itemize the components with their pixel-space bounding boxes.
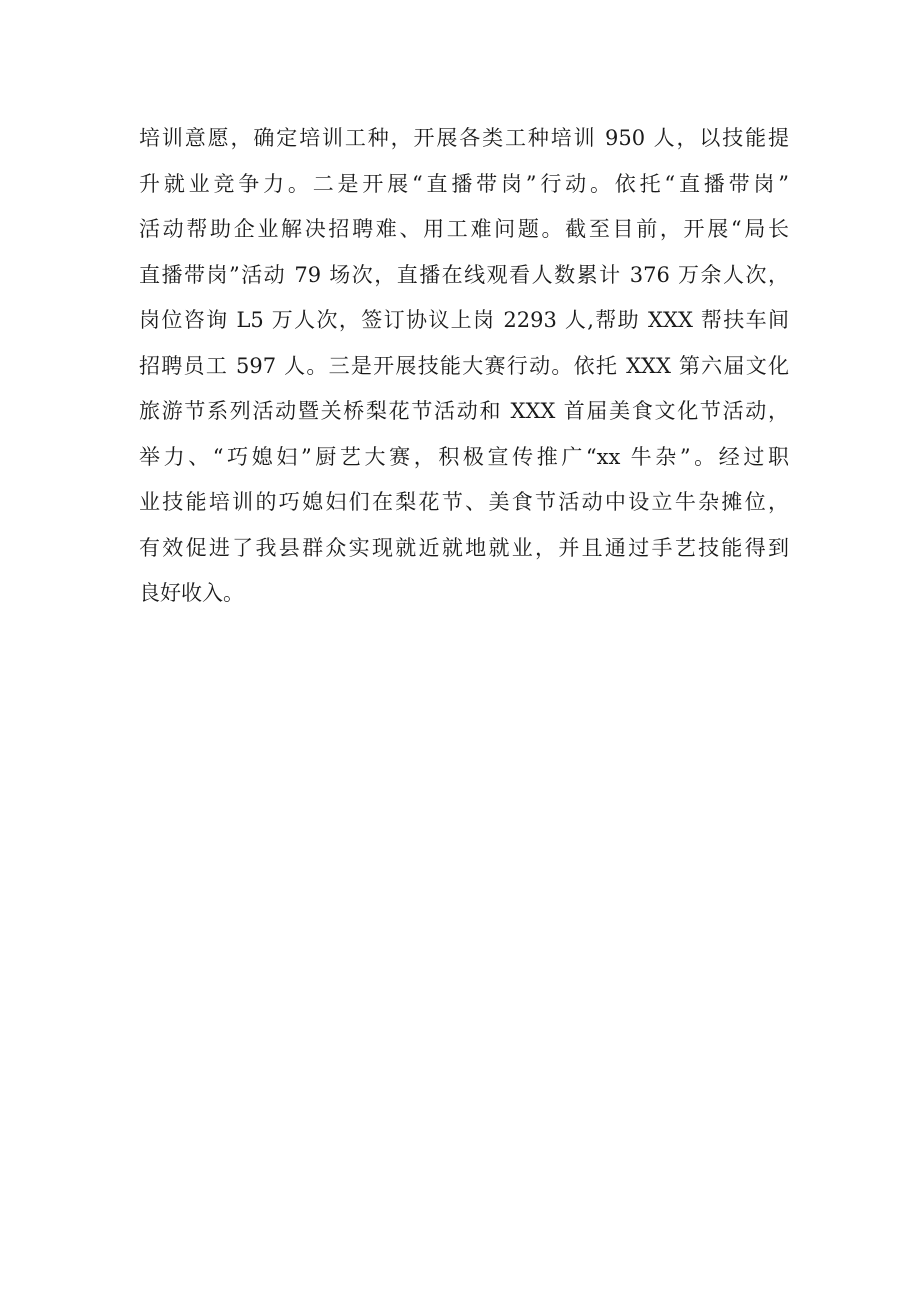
paragraph-line: 良好收入。 [139,581,244,605]
paragraph-line: 业技能培训的巧媳妇们在梨花节、美食节活动中设立牛杂摊位， [139,490,789,514]
paragraph-line: 升就业竞争力。二是开展“直播带岗”行动。依托“直播带岗” [139,171,789,196]
paragraph-line: 旅游节系列活动暨关桥梨花节活动和 XXX 首届美食文化节活动， [139,399,789,423]
paragraph-line: 培训意愿，确定培训工种，开展各类工种培训 950 人，以技能提 [139,126,789,150]
paragraph-line: 举力、“巧媳妇”厨艺大赛，积极宣传推广“xx 牛杂”。经过职 [139,444,789,469]
paragraph-line: 招聘员工 597 人。三是开展技能大赛行动。依托 XXX 第六届文化 [139,353,789,378]
paragraph-line: 有效促进了我县群众实现就近就地就业，并且通过手艺技能得到 [139,535,789,560]
paragraph-line: 活动帮助企业解决招聘难、用工难问题。截至目前，开展“局长 [139,217,789,241]
body-paragraph [139,116,789,617]
paragraph-line: 岗位咨询 L5 万人次，签订协议上岗 2293 人,帮助 XXX 帮扶车间 [139,308,789,332]
paragraph-line: 直播带岗”活动 79 场次，直播在线观看人数累计 376 万余人次， [139,262,789,287]
